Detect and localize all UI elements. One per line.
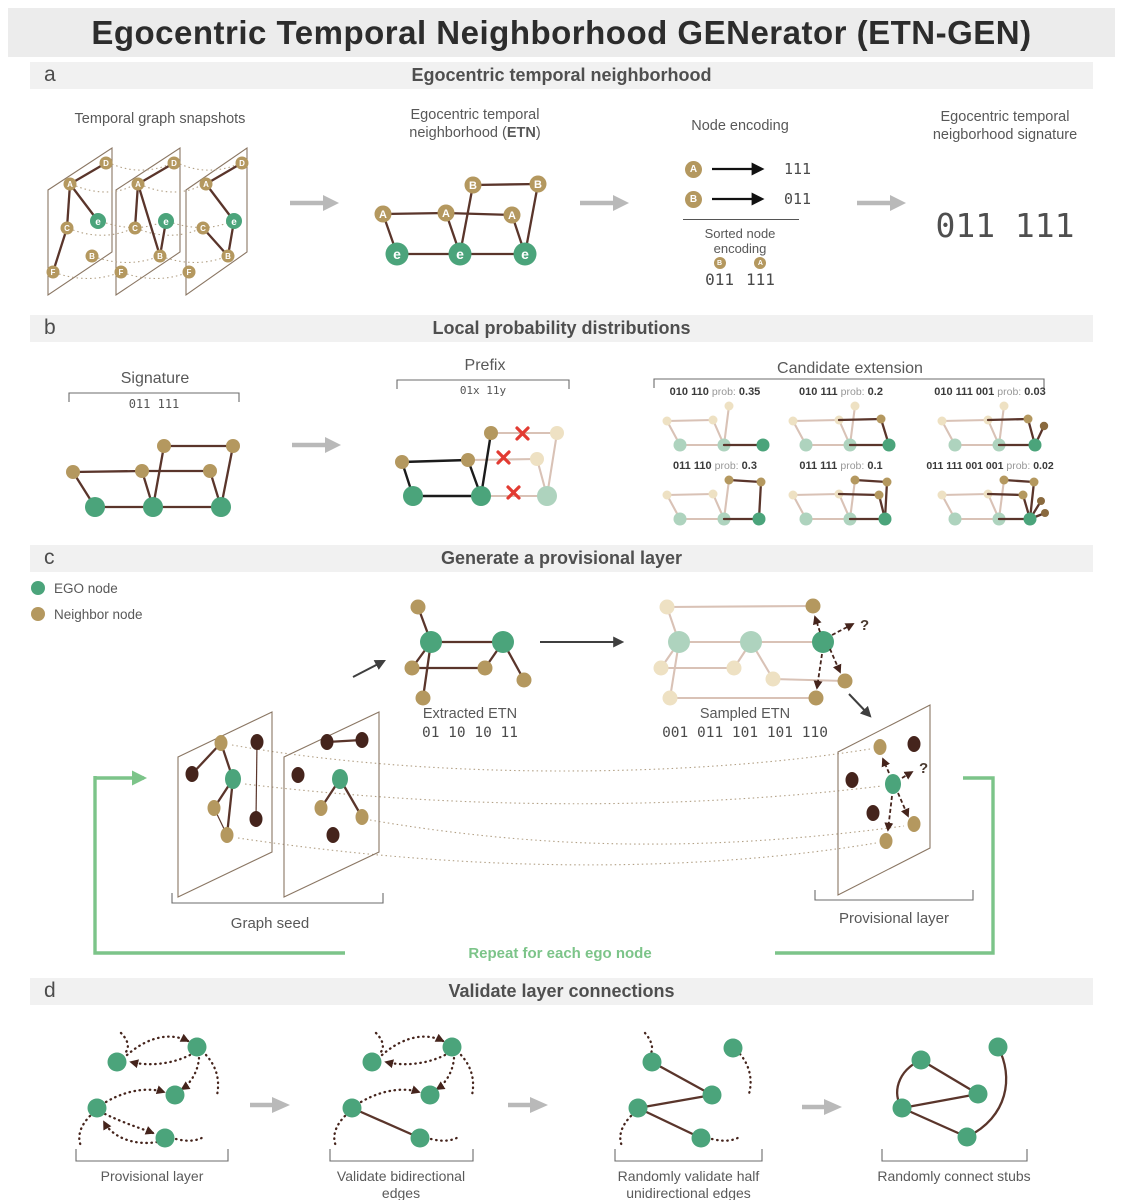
extracted-etn-graph: [405, 600, 532, 706]
node-a-badge: A: [754, 257, 766, 269]
sampled-etn-label: Sampled ETN: [699, 706, 791, 722]
ego-node: [332, 769, 348, 789]
graph-seed-time1: [284, 712, 379, 897]
encoding-divider: [683, 219, 799, 220]
svg-text:C: C: [200, 224, 206, 233]
faded-base: [663, 402, 734, 452]
ego-node-legend-swatch: [31, 581, 45, 595]
graph-seed-label: Graph seed: [230, 915, 310, 932]
step4-caption: Randomly connect stubs: [877, 1168, 1031, 1184]
panel-d-header: [30, 978, 1093, 1005]
candidate-graph-4: [781, 473, 901, 527]
panel-a-header: [30, 62, 1093, 89]
provisional-layer-label: Provisional layer: [838, 910, 950, 927]
legend-ego-label: EGO node: [54, 581, 118, 596]
step3-caption: Randomly validate half unidirectional edges: [617, 1168, 760, 1200]
figure-title: Egocentric Temporal Neighborhood GENerator (ETN-GEN): [91, 13, 1032, 51]
svg-text:D: D: [171, 159, 177, 168]
svg-text:C: C: [132, 224, 138, 233]
question-mark: ?: [860, 617, 870, 634]
etn-bold: ETN: [506, 125, 536, 141]
signature-bracket-code: 011 111: [128, 397, 180, 411]
etn-caption: Egocentric temporal neighborhood (ETN): [409, 107, 541, 141]
faded-base: [938, 480, 1006, 526]
extracted-etn-label: Extracted ETN: [422, 706, 518, 722]
ego-node: [225, 769, 241, 789]
legend-neighbor-label: Neighbor node: [54, 607, 143, 622]
step4-randomly-connect-stubs: [882, 1038, 1027, 1162]
ego-node: [471, 486, 491, 506]
ego-node-faded: [668, 631, 690, 653]
faded-base: [938, 402, 1009, 452]
panel-b-letter: b: [44, 316, 56, 339]
svg-text:D: D: [103, 159, 109, 168]
candidate-label-0: 010 110 prob: 0.35: [669, 386, 761, 398]
flow-arrow-icon: [802, 1099, 842, 1115]
panel-c-header: [30, 545, 1093, 572]
ego-node-faded: [537, 486, 557, 506]
encoding-arrow-icon: [710, 162, 776, 176]
candidate-graph-0: [655, 399, 775, 453]
svg-text:D: D: [239, 159, 245, 168]
candidate-label-3: 011 110 prob: 0.3: [673, 460, 757, 472]
temporal-snapshots-graphic: [30, 130, 290, 312]
etn-nodes: [375, 176, 547, 266]
time2-edges: [203, 163, 242, 256]
step3-randomly-validate: [615, 1033, 762, 1161]
sorted-encoding-caption: Sorted node encoding: [704, 226, 776, 256]
step2-caption: Validate bidirectional edges: [336, 1168, 466, 1200]
flow-arrow-icon: [250, 1097, 290, 1113]
step1-provisional-layer: [76, 1033, 228, 1161]
prefix-graph: [390, 412, 590, 520]
svg-text:e: e: [521, 246, 529, 262]
flow-arrow-icon: [288, 192, 340, 214]
prefix-bracket-code: 01x 11y: [459, 384, 507, 397]
provisional-time2: [838, 705, 930, 895]
sampled-etn-code: 001 011 101 101 110: [662, 725, 828, 741]
panel-b-title: Local probability distributions: [432, 318, 691, 338]
candidate-graph-5: [930, 473, 1050, 527]
neighbor-node-legend-swatch: [31, 607, 45, 621]
svg-text:B: B: [157, 252, 163, 261]
graph-seed-time0: [178, 712, 272, 897]
legend: [31, 581, 143, 622]
rejected-edge-x-icons: [498, 428, 528, 498]
sampled-to-provisional-arrow-icon: [849, 694, 870, 716]
candidate-graph-3: [655, 473, 775, 527]
graph-seed-bracket: [172, 893, 383, 903]
ego-node: [85, 497, 105, 517]
ego-node: [420, 631, 442, 653]
flow-arrow-icon: [578, 192, 630, 214]
seed-to-extracted-arrow-icon: [353, 661, 384, 677]
candidate-graph-2: [930, 399, 1050, 453]
encoding-row-a: [685, 160, 811, 178]
time1-edges: [135, 163, 174, 256]
signature-caption: Egocentric temporal neigborhood signature: [932, 109, 1078, 143]
svg-text:F: F: [118, 268, 124, 277]
ego-node: [143, 497, 163, 517]
encoding-arrow-icon: [710, 192, 776, 206]
svg-text:A: A: [67, 180, 73, 189]
step1-bracket: [76, 1149, 228, 1161]
panel-c-title: Generate a provisional layer: [440, 548, 683, 568]
signature-nodes: [66, 439, 240, 517]
ego-node: [885, 774, 901, 794]
candidate-label-5: 011 111 001 001 prob: 0.02: [926, 460, 1054, 472]
svg-text:A: A: [203, 180, 209, 189]
panel-c-graphic: [0, 572, 1123, 974]
svg-text:A: A: [508, 210, 516, 222]
candidate-label-4: 011 111 prob: 0.1: [799, 460, 883, 472]
candidate-label-1: 010 111 prob: 0.2: [799, 386, 883, 398]
sampled-etn-graph: [654, 599, 870, 706]
panel-d-letter: d: [44, 979, 56, 1002]
signature-value: 011 111: [935, 206, 1075, 245]
sorted-item-b: B 011: [705, 257, 734, 289]
ego-node-faded: [740, 631, 762, 653]
node-encoding-caption: Node encoding: [691, 118, 789, 134]
ego-node: [211, 497, 231, 517]
ego-node: [492, 631, 514, 653]
snapshots-caption: Temporal graph snapshots: [74, 111, 246, 127]
signature-graph: [55, 418, 255, 526]
step2-validate-bidirectional: [330, 1033, 473, 1161]
panel-d-title: Validate layer connections: [448, 981, 675, 1001]
svg-text:A: A: [379, 209, 387, 221]
svg-text:B: B: [225, 252, 231, 261]
faded-base: [789, 402, 860, 452]
step2-bracket: [330, 1149, 473, 1161]
svg-text:A: A: [442, 208, 450, 220]
question-mark: ?: [919, 760, 929, 777]
svg-text:e: e: [231, 217, 237, 228]
candidate-extension-part: [724, 476, 766, 526]
panel-a-letter: a: [44, 63, 56, 86]
candidate-extension-part: [724, 439, 770, 452]
flow-arrow-icon: [508, 1097, 548, 1113]
ego-node: [403, 486, 423, 506]
svg-text:e: e: [456, 246, 464, 262]
svg-text:F: F: [50, 268, 56, 277]
svg-text:F: F: [186, 268, 192, 277]
flow-arrow-icon: [290, 434, 342, 456]
step3-bracket: [615, 1149, 762, 1161]
extracted-etn-code: 01 10 10 11: [421, 725, 519, 741]
signature-bracket-label: Signature: [120, 370, 190, 387]
encoding-row-b: [685, 190, 811, 208]
provisional-candidate-arrows: [883, 759, 912, 830]
svg-text:B: B: [469, 180, 477, 192]
node-a-badge: A: [685, 161, 702, 178]
node-b-code: 011: [784, 190, 812, 208]
node-b-badge: B: [714, 257, 726, 269]
step1-caption: Provisional layer: [100, 1168, 204, 1184]
faded-base: [663, 480, 731, 526]
svg-text:e: e: [163, 217, 169, 228]
panel-c-letter: c: [44, 546, 55, 569]
svg-text:A: A: [135, 180, 141, 189]
svg-text:B: B: [534, 179, 542, 191]
sorted-item-a: A 111: [746, 257, 775, 289]
sorted-encoding: [660, 257, 820, 289]
panel-b-header: [30, 315, 1093, 342]
cross-time-dotted-links: [232, 745, 904, 865]
svg-text:e: e: [95, 217, 101, 228]
svg-text:e: e: [393, 246, 401, 262]
prefix-bracket-label: Prefix: [464, 357, 506, 374]
step4-bracket: [882, 1149, 1027, 1161]
candidate-label-2: 010 111 001 prob: 0.03: [934, 386, 1046, 398]
panel-a-title: Egocentric temporal neighborhood: [411, 65, 712, 85]
node-b-badge: B: [685, 191, 702, 208]
candidate-graph-1: [781, 399, 901, 453]
svg-text:C: C: [64, 224, 70, 233]
faded-base: [789, 480, 857, 526]
x-icon: [498, 452, 509, 463]
node-a-code: 111: [784, 160, 812, 178]
svg-text:B: B: [89, 252, 95, 261]
panel-d-graphic: [0, 1005, 1123, 1166]
candidate-extension-label: Candidate extension: [777, 360, 923, 377]
repeat-label: Repeat for each ego node: [468, 945, 652, 962]
figure-title-bar: [8, 8, 1115, 57]
